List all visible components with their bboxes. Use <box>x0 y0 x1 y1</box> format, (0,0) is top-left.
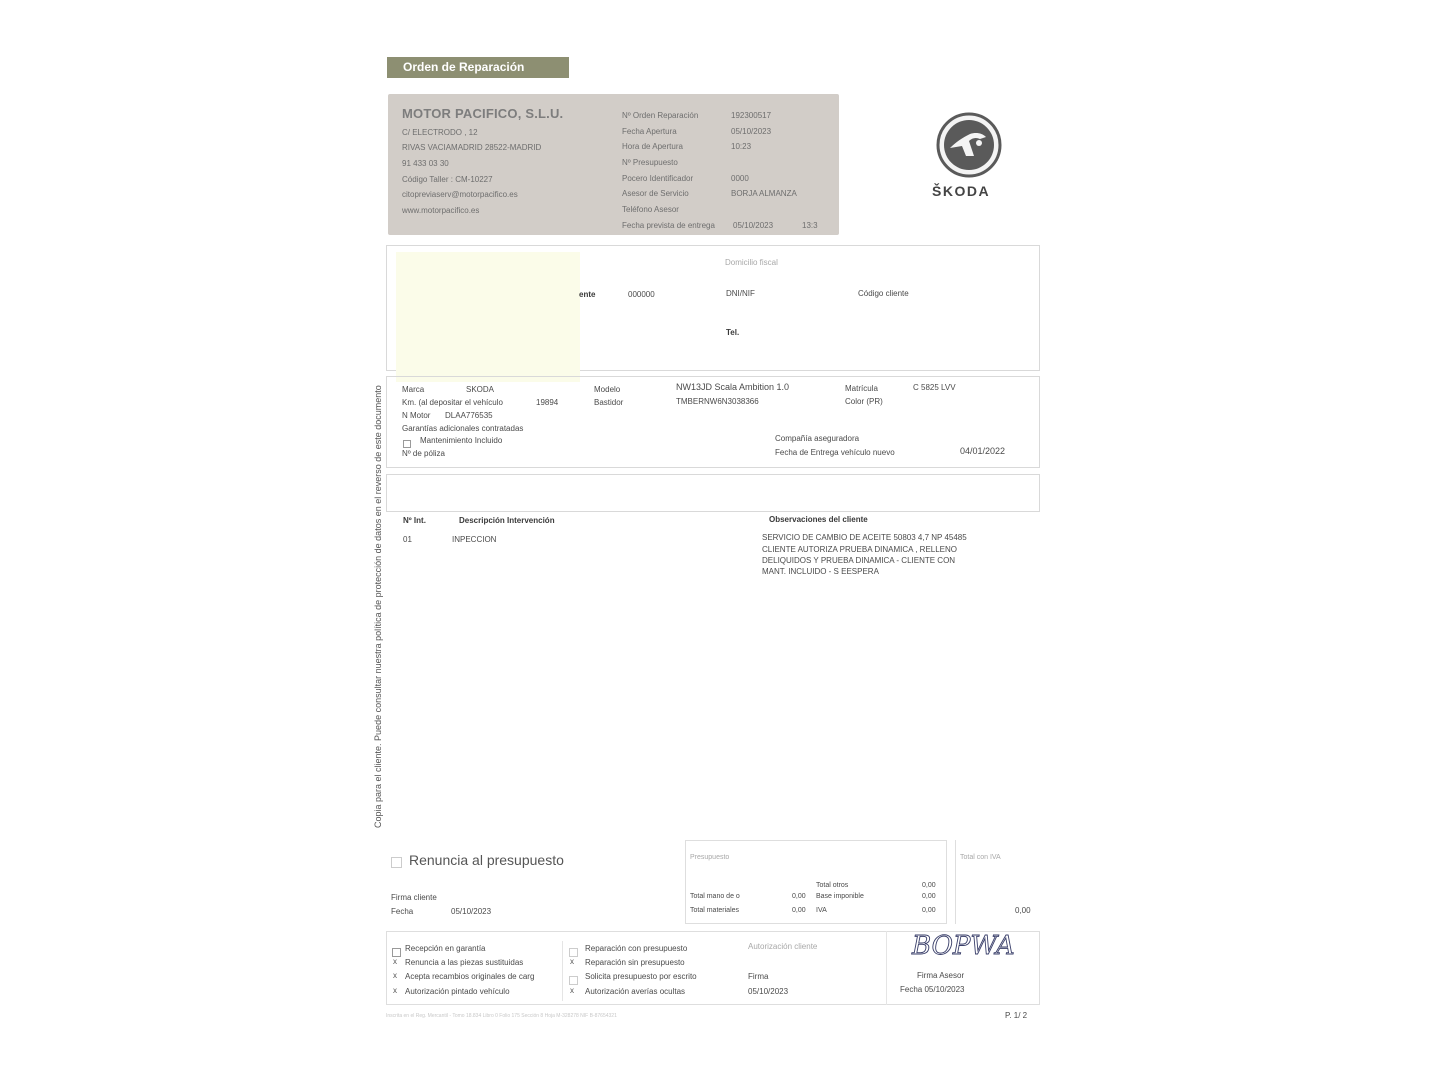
observation-line: SERVICIO DE CAMBIO DE ACEITE 50803 4,7 NP 45485 <box>762 533 967 542</box>
color-label: Color (PR) <box>845 397 883 406</box>
budget-value: 0,00 <box>792 907 806 914</box>
client-sign-label: Firma cliente <box>391 893 437 902</box>
auth-label: Acepta recambios originales de carg <box>405 972 535 981</box>
waiver-date-label: Fecha <box>391 907 414 916</box>
opening-date: 05/10/2023 <box>731 127 772 136</box>
engine-value: DLAA776535 <box>445 411 493 420</box>
delivery-date: 05/10/2023 <box>733 221 774 230</box>
order-label: Fecha Apertura <box>622 127 677 136</box>
warranty-label: Garantías adicionales contratadas <box>402 424 524 433</box>
dealer-email: citopreviaserv@motorpacifico.es <box>402 190 518 199</box>
advisor-date: Fecha 05/10/2023 <box>900 985 965 994</box>
registered-address-label: Domicilio fiscal <box>725 258 778 267</box>
maintenance-label: Mantenimiento Incluido <box>420 436 503 445</box>
skoda-logo-icon <box>936 112 1002 178</box>
order-label: Hora de Apertura <box>622 142 683 151</box>
waiver-title: Renuncia al presupuesto <box>409 852 564 868</box>
model-label: Modelo <box>594 385 621 394</box>
brand-label: Marca <box>402 385 425 394</box>
client-code-label: Código cliente <box>858 289 909 298</box>
client-observations-header: Observaciones del cliente <box>769 515 868 524</box>
client-label: ente <box>579 290 596 299</box>
engine-label: N Motor <box>402 411 431 420</box>
totals-label: Total otros <box>816 882 849 889</box>
dealer-address1: C/ ELECTRODO , 12 <box>402 128 478 137</box>
page-number: P. 1/ 2 <box>1005 1011 1028 1020</box>
order-label: Nº Presupuesto <box>622 158 678 167</box>
intervention-description-header: Descripción Intervención <box>459 516 555 525</box>
dealer-name: MOTOR PACIFICO, S.L.U. <box>402 106 564 121</box>
dealer-phone: 91 433 03 30 <box>402 159 449 168</box>
skoda-brand-name: ŠKODA <box>932 183 991 199</box>
client-auth-title: Autorización cliente <box>748 942 818 951</box>
auth-label: Reparación sin presupuesto <box>585 958 685 967</box>
budget-value: 0,00 <box>792 893 806 900</box>
firma-date: 05/10/2023 <box>748 987 789 996</box>
dealer-web: www.motorpacifico.es <box>402 206 480 215</box>
order-label: Asesor de Servicio <box>622 189 689 198</box>
blank-section <box>386 474 1040 512</box>
delivery-time: 13:3 <box>802 221 818 230</box>
brand-value: SKODA <box>466 385 495 394</box>
auth-checkbox-checked[interactable]: x <box>393 971 397 980</box>
budget-title: Presupuesto <box>690 854 730 861</box>
auth-label: Reparación con presupuesto <box>585 944 688 953</box>
order-label: Nº Orden Reparación <box>622 111 699 120</box>
auth-checkbox-checked[interactable]: x <box>393 986 397 995</box>
observation-line: MANT. INCLUIDO - S EESPERA <box>762 567 879 576</box>
order-label: Fecha prevista de entrega <box>622 221 715 230</box>
total-title: Total con IVA <box>960 854 1001 861</box>
budget-label: Total materiales <box>690 907 740 914</box>
plate-value: C 5825 LVV <box>913 383 956 392</box>
order-number: 192300517 <box>731 111 772 120</box>
intervention-description: INPECCION <box>452 535 497 544</box>
model-value: NW13JD Scala Ambition 1.0 <box>676 382 790 392</box>
privacy-side-text: Copia para el cliente. Puede consultar nuestra política de protección de datos en el reverso de este documento <box>373 385 383 828</box>
client-value: 000000 <box>628 290 655 299</box>
totals-value: 0,00 <box>922 907 936 914</box>
firma-label: Firma <box>748 972 769 981</box>
intervention-number-header: Nº Int. <box>403 516 426 525</box>
totals-label: Base imponible <box>816 893 864 900</box>
order-label: Pocero Identificador <box>622 174 694 183</box>
redacted-area <box>396 252 580 382</box>
service-advisor: BORJA ALMANZA <box>731 189 797 198</box>
auth-checkbox-checked[interactable]: x <box>570 986 574 995</box>
policy-label: Nº de póliza <box>402 449 445 458</box>
legal-footer: Inscrita en el Reg. Mercantil - Tomo 18.834 Libro 0 Folio 175 Sección 8 Hoja M-328278 NIF B-87654321 <box>386 1013 617 1019</box>
total-value: 0,00 <box>1015 906 1031 915</box>
insurer-label: Compañía aseguradora <box>775 434 860 443</box>
auth-label: Recepción en garantía <box>405 944 486 953</box>
dealer-workshop-code: Código Taller : CM-10227 <box>402 175 493 184</box>
chassis-value: TMBERNW6N3038366 <box>676 397 759 406</box>
order-label: Teléfono Asesor <box>622 205 679 214</box>
auth-checkbox-checked[interactable]: x <box>393 957 397 966</box>
new-delivery-label: Fecha de Entrega vehículo nuevo <box>775 448 895 457</box>
advisor-sign-label: Firma Asesor <box>917 971 965 980</box>
auth-label: Solicita presupuesto por escrito <box>585 972 697 981</box>
new-delivery-value: 04/01/2022 <box>960 446 1006 456</box>
tel-label: Tel. <box>726 328 740 337</box>
km-label: Km. (al depositar el vehículo <box>402 398 503 407</box>
auth-divider <box>562 941 563 1001</box>
opening-time: 10:23 <box>731 142 752 151</box>
budget-label: Total mano de o <box>690 893 740 900</box>
intervention-number: 01 <box>403 535 412 544</box>
plate-label: Matrícula <box>845 384 878 393</box>
advisor-signature <box>910 928 1025 967</box>
document-title: Orden de Reparación <box>387 57 569 78</box>
waiver-checkbox[interactable] <box>391 854 402 872</box>
auth-checkbox-checked[interactable]: x <box>570 957 574 966</box>
totals-label: IVA <box>816 907 827 914</box>
observation-line: CLIENTE AUTORIZA PRUEBA DINAMICA , RELLENO <box>762 545 958 554</box>
waiver-date-value: 05/10/2023 <box>451 907 492 916</box>
observation-line: DELIQUIDOS Y PRUEBA DINAMICA - CLIENTE CON <box>762 556 956 565</box>
totals-value: 0,00 <box>922 882 936 889</box>
auth-label: Autorización pintado vehículo <box>405 987 510 996</box>
auth-label: Renuncia a las piezas sustituidas <box>405 958 524 967</box>
chassis-label: Bastidor <box>594 398 624 407</box>
km-value: 19894 <box>536 398 559 407</box>
auth-label: Autorización averías ocultas <box>585 987 686 996</box>
dealer-address2: RIVAS VACIAMADRID 28522-MADRID <box>402 143 542 152</box>
totals-value: 0,00 <box>922 893 936 900</box>
dealer-info-block <box>388 94 839 235</box>
nif-label: DNI/NIF <box>726 289 755 298</box>
signature-text: BOPWA <box>912 931 1015 961</box>
auth-divider <box>886 931 887 1005</box>
identifier-value: 0000 <box>731 174 749 183</box>
